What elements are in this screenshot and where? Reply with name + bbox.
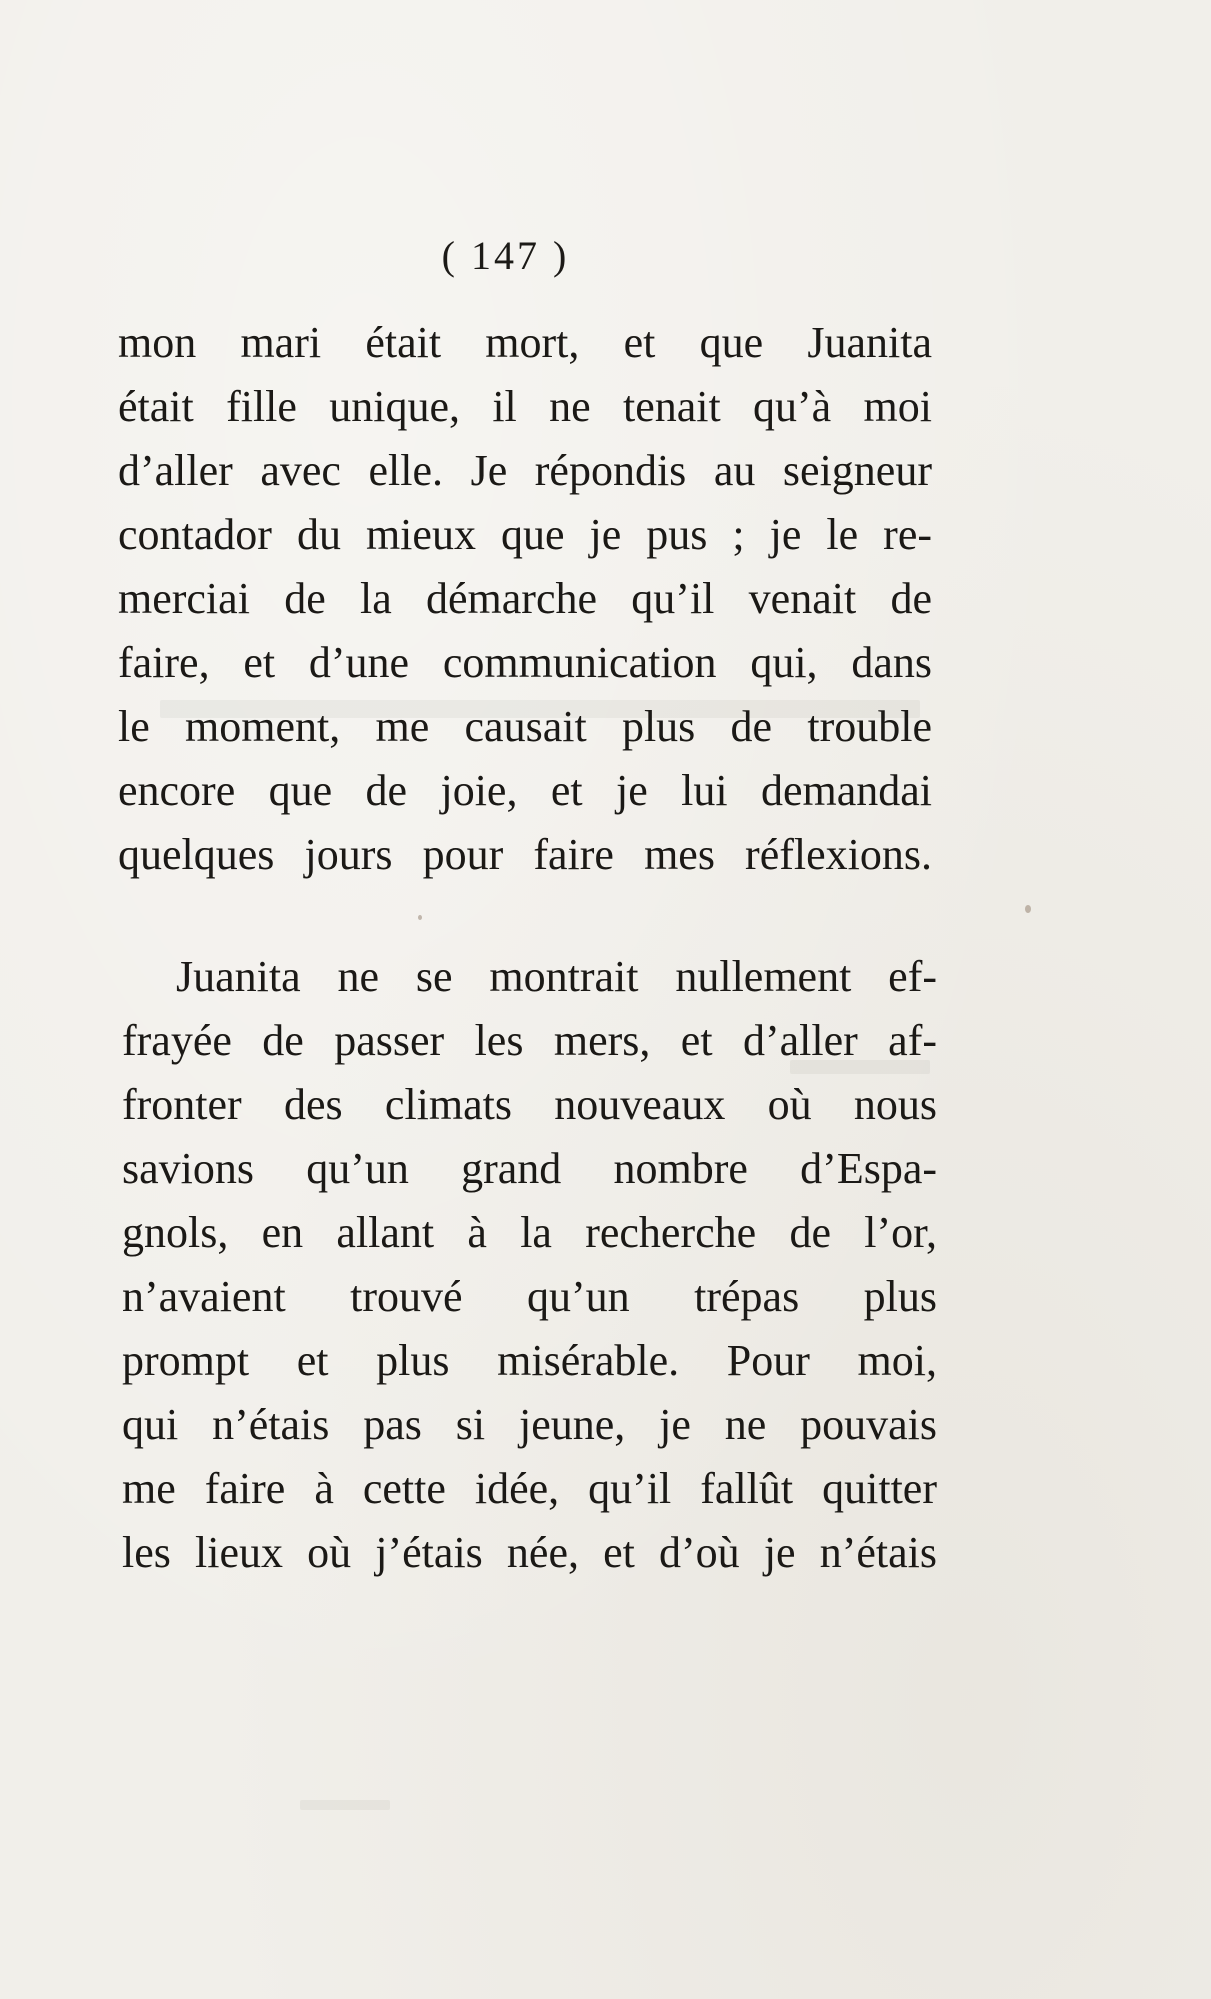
text-line: savions qu’un grand nombre d’Espa- [122, 1144, 937, 1193]
text-line: d’aller avec elle. Je répondis au seigneur [118, 446, 932, 495]
text-line: frayée de passer les mers, et d’aller af- [122, 1016, 937, 1065]
text-line: mon mari était mort, et que Juanita [118, 318, 932, 367]
text-line: n’avaient trouvé qu’un trépas plus [122, 1272, 937, 1321]
text-line: gnols, en allant à la recherche de l’or, [122, 1208, 937, 1257]
text-line: qui n’étais pas si jeune, je ne pouvais [122, 1400, 937, 1449]
text-line: faire, et d’une communication qui, dans [118, 638, 932, 687]
paper-speck [418, 915, 422, 920]
page-number: ( 147 ) [441, 233, 570, 278]
text-line: Juanita ne se montrait nullement ef- [176, 952, 937, 1001]
text-line: les lieux où j’étais née, et d’où je n’étais [122, 1528, 937, 1577]
text-line: le moment, me causait plus de trouble [118, 702, 932, 751]
paper-speck [1025, 905, 1031, 913]
text-line: contador du mieux que je pus ; je le re- [118, 510, 932, 559]
text-line: était fille unique, il ne tenait qu’à moi [118, 382, 932, 431]
text-line: me faire à cette idée, qu’il fallût quitter [122, 1464, 937, 1513]
text-line: prompt et plus misérable. Pour moi, [122, 1336, 937, 1385]
show-through-mark [300, 1800, 390, 1810]
text-line: merciai de la démarche qu’il venait de [118, 574, 932, 623]
text-line: encore que de joie, et je lui demandai [118, 766, 932, 815]
text-line: fronter des climats nouveaux où nous [122, 1080, 937, 1129]
paragraph-1 [118, 311, 932, 887]
text-line: quelques jours pour faire mes réflexions. [118, 830, 932, 879]
paragraph-2 [122, 945, 937, 1585]
